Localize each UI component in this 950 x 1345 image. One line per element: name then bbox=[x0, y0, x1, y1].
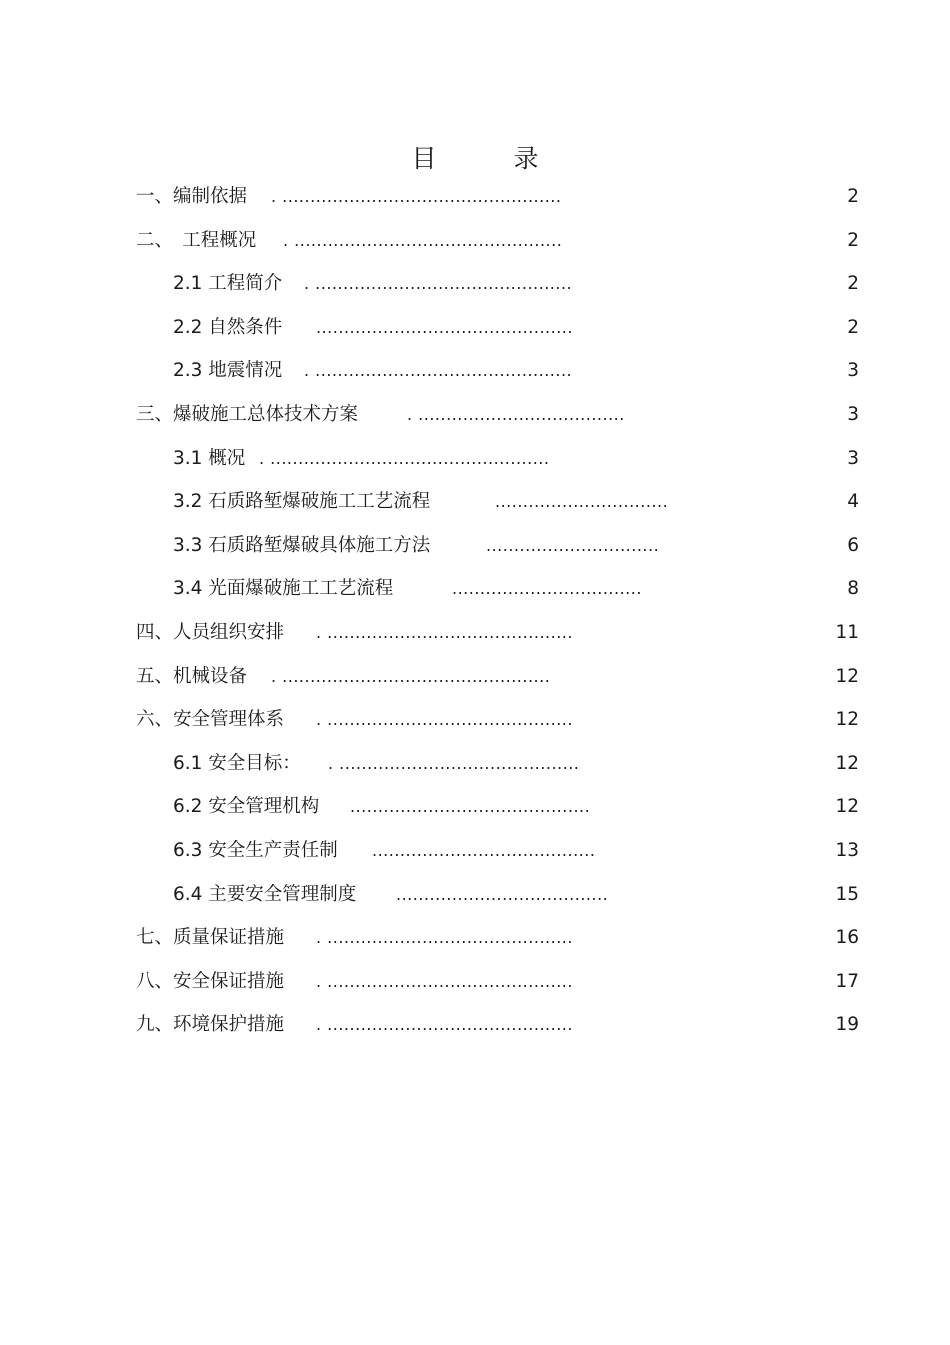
toc-entry-label: 六、安全管理体系 bbox=[136, 709, 285, 731]
toc-entry-6-2[interactable] bbox=[0, 785, 950, 829]
toc-page-number: 3 bbox=[847, 360, 859, 382]
toc-page-number: 12 bbox=[835, 796, 859, 818]
toc-leader-dots: ...................................... bbox=[396, 884, 609, 904]
toc-entry-label: 八、安全保证措施 bbox=[136, 970, 285, 992]
toc-entry-6-3[interactable] bbox=[0, 829, 950, 873]
toc-leader-dots: . ............................................ bbox=[316, 971, 573, 991]
toc-leader-dots: . .............................................. bbox=[304, 361, 573, 381]
toc-entry-label: 3.2 石质路堑爆破施工工艺流程 bbox=[173, 491, 431, 513]
toc-entry-label: 四、人员组织安排 bbox=[136, 621, 285, 643]
toc-leader-dots: .................................. bbox=[452, 579, 642, 599]
toc-entry-6-1[interactable] bbox=[0, 742, 950, 786]
toc-leader-dots: . ............................................ bbox=[316, 622, 573, 642]
toc-entry-label: 二、 工程概况 bbox=[136, 229, 257, 251]
table-of-contents bbox=[0, 175, 950, 1047]
toc-entry-7[interactable] bbox=[0, 916, 950, 960]
toc-page-number: 2 bbox=[847, 186, 859, 207]
toc-page-number: 12 bbox=[835, 709, 859, 731]
toc-entry-label: 6.1 安全目标： bbox=[173, 752, 301, 774]
toc-page-number: 2 bbox=[847, 316, 859, 338]
toc-entry-label: 3.1 概况 bbox=[173, 447, 246, 469]
toc-leader-dots: ........................................... bbox=[350, 797, 591, 817]
toc-entry-3-4[interactable] bbox=[0, 567, 950, 611]
toc-leader-dots: . ............................................ bbox=[316, 1015, 573, 1035]
toc-entry-5[interactable] bbox=[0, 655, 950, 699]
toc-leader-dots: . .............................................. bbox=[304, 274, 573, 294]
toc-entry-6-4[interactable] bbox=[0, 873, 950, 917]
toc-entry-6[interactable] bbox=[0, 698, 950, 742]
toc-leader-dots: . ................................................ bbox=[271, 666, 551, 686]
toc-leader-dots: . .................................................. bbox=[259, 448, 550, 468]
toc-page-number: 8 bbox=[847, 578, 859, 600]
toc-page-number: 3 bbox=[847, 403, 859, 425]
toc-page-number: 2 bbox=[847, 229, 859, 251]
toc-page-number: 12 bbox=[835, 752, 859, 774]
toc-entry-2-2[interactable] bbox=[0, 306, 950, 350]
toc-entry-3-2[interactable] bbox=[0, 480, 950, 524]
toc-page-number: 11 bbox=[835, 621, 859, 643]
toc-leader-dots: ............................... bbox=[486, 535, 660, 555]
toc-leader-dots: . ................................................ bbox=[283, 230, 563, 250]
toc-page-number: 2 bbox=[847, 273, 859, 295]
toc-page-number: 16 bbox=[835, 927, 859, 949]
toc-leader-dots: ........................................ bbox=[372, 840, 596, 860]
toc-entry-label: 五、机械设备 bbox=[136, 665, 248, 687]
toc-entry-label: 6.4 主要安全管理制度 bbox=[173, 883, 357, 905]
toc-page-number: 13 bbox=[835, 839, 859, 861]
toc-entry-2-1[interactable] bbox=[0, 262, 950, 306]
toc-entry-4[interactable] bbox=[0, 611, 950, 655]
toc-entry-8[interactable] bbox=[0, 960, 950, 1004]
toc-page-number: 17 bbox=[835, 970, 859, 992]
toc-leader-dots: ............................... bbox=[495, 492, 669, 512]
toc-entry-3[interactable] bbox=[0, 393, 950, 437]
toc-entry-label: 2.1 工程简介 bbox=[173, 273, 283, 295]
toc-entry-label: 2.3 地震情况 bbox=[173, 360, 283, 382]
toc-entry-label: 九、环境保护措施 bbox=[136, 1014, 285, 1036]
toc-entry-label: 6.3 安全生产责任制 bbox=[173, 839, 338, 861]
toc-entry-label: 一、编制依据 bbox=[136, 186, 248, 207]
toc-entry-1[interactable] bbox=[0, 175, 950, 219]
toc-entry-label: 2.2 自然条件 bbox=[173, 316, 283, 338]
toc-leader-dots: . ..................................... bbox=[407, 404, 625, 424]
toc-page-number: 6 bbox=[847, 534, 859, 556]
toc-leader-dots: . ........................................... bbox=[328, 753, 580, 773]
toc-page-number: 12 bbox=[835, 665, 859, 687]
toc-entry-label: 3.4 光面爆破施工工艺流程 bbox=[173, 578, 394, 600]
toc-page-number: 19 bbox=[835, 1014, 859, 1036]
toc-entry-3-3[interactable] bbox=[0, 524, 950, 568]
toc-entry-label: 3.3 石质路堑爆破具体施工方法 bbox=[173, 534, 431, 556]
toc-page-number: 3 bbox=[847, 447, 859, 469]
toc-page-number: 15 bbox=[835, 883, 859, 905]
toc-entry-9[interactable] bbox=[0, 1003, 950, 1047]
toc-leader-dots: .............................................. bbox=[316, 317, 573, 337]
toc-leader-dots: . ............................................ bbox=[316, 710, 573, 730]
toc-entry-3-1[interactable] bbox=[0, 437, 950, 481]
toc-leader-dots: . .................................................. bbox=[271, 187, 562, 206]
toc-entry-label: 三、爆破施工总体技术方案 bbox=[136, 403, 359, 425]
toc-entry-label: 6.2 安全管理机构 bbox=[173, 796, 320, 818]
toc-entry-label: 七、质量保证措施 bbox=[136, 927, 285, 949]
toc-leader-dots: . ............................................ bbox=[316, 928, 573, 948]
page-title: 目 录 bbox=[411, 144, 565, 173]
toc-page-number: 4 bbox=[847, 491, 859, 513]
toc-entry-2[interactable] bbox=[0, 219, 950, 263]
toc-entry-2-3[interactable] bbox=[0, 349, 950, 393]
